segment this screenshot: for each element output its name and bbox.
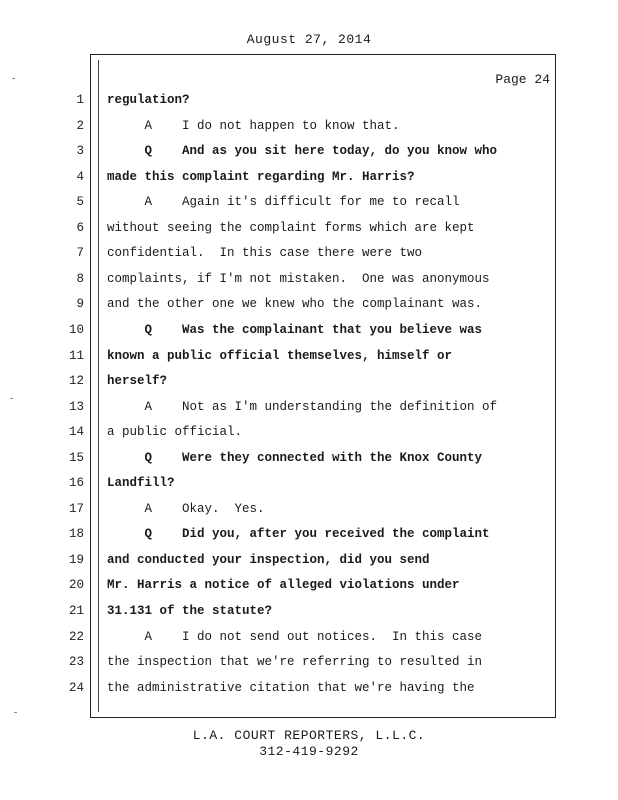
question-line: made this complaint regarding Mr. Harris? bbox=[107, 169, 415, 184]
answer-line: the administrative citation that we're having the bbox=[107, 680, 475, 695]
line-number: 9 bbox=[76, 297, 84, 312]
scan-speck bbox=[12, 78, 15, 79]
question-line: known a public official themselves, himself or bbox=[107, 348, 453, 363]
answer-line: and the other one we knew who the complainant was. bbox=[107, 297, 483, 312]
question-line: Landfill? bbox=[107, 476, 175, 491]
question-line: Q And as you sit here today, do you know who bbox=[107, 144, 498, 159]
line-number: 3 bbox=[76, 144, 84, 159]
line-number: 14 bbox=[68, 425, 84, 440]
line-number: 8 bbox=[76, 271, 84, 286]
line-number: 10 bbox=[68, 322, 84, 337]
answer-line: A Not as I'm understanding the definition of bbox=[107, 399, 498, 414]
line-number: 4 bbox=[76, 169, 84, 184]
answer-line: without seeing the complaint forms which are kept bbox=[107, 220, 475, 235]
line-number: 23 bbox=[68, 655, 84, 670]
line-number: 17 bbox=[68, 501, 84, 516]
line-number: 2 bbox=[76, 118, 84, 133]
question-line: Q Did you, after you received the complaint bbox=[107, 527, 490, 542]
court-reporter-phone: 312-419-9292 bbox=[259, 744, 359, 759]
question-line: herself? bbox=[107, 374, 168, 389]
court-reporter-name: L.A. COURT REPORTERS, L.L.C. bbox=[192, 728, 426, 743]
line-number: 13 bbox=[68, 399, 84, 414]
line-number: 16 bbox=[68, 476, 84, 491]
question-line: Q Was the complainant that you believe was bbox=[107, 322, 483, 337]
line-number: 19 bbox=[68, 552, 84, 567]
transcript-date: August 27, 2014 bbox=[246, 32, 372, 47]
answer-line: the inspection that we're referring to resulted in bbox=[107, 655, 483, 670]
line-number: 20 bbox=[68, 578, 84, 593]
line-number: 22 bbox=[68, 629, 84, 644]
answer-line: A Again it's difficult for me to recall bbox=[107, 195, 460, 210]
answer-line: complaints, if I'm not mistaken. One was anonymous bbox=[107, 271, 490, 286]
line-number: 5 bbox=[76, 195, 84, 210]
question-line: Q Were they connected with the Knox County bbox=[107, 450, 483, 465]
line-number: 6 bbox=[76, 220, 84, 235]
line-number: 21 bbox=[68, 604, 84, 618]
answer-line: confidential. In this case there were two bbox=[107, 246, 423, 261]
line-number: 24 bbox=[68, 680, 84, 695]
page-number: Page 24 bbox=[495, 72, 550, 87]
left-margin-rule bbox=[98, 60, 99, 712]
answer-line: A Okay. Yes. bbox=[107, 501, 265, 516]
answer-line: A I do not send out notices. In this case bbox=[107, 629, 483, 644]
question-line: Mr. Harris a notice of alleged violations under bbox=[107, 578, 460, 593]
question-line: regulation? bbox=[107, 93, 190, 107]
question-line: and conducted your inspection, did you send bbox=[107, 552, 430, 567]
line-number: 1 bbox=[76, 93, 84, 107]
question-line: 31.131 of the statute? bbox=[107, 604, 273, 618]
scan-speck bbox=[14, 712, 17, 713]
line-number: 7 bbox=[76, 246, 84, 261]
line-number: 18 bbox=[68, 527, 84, 542]
line-number: 11 bbox=[68, 348, 84, 363]
scan-speck bbox=[10, 398, 13, 399]
answer-line: A I do not happen to know that. bbox=[107, 118, 400, 133]
answer-line: a public official. bbox=[107, 425, 243, 440]
line-number: 15 bbox=[68, 450, 84, 465]
line-number: 12 bbox=[68, 374, 84, 389]
